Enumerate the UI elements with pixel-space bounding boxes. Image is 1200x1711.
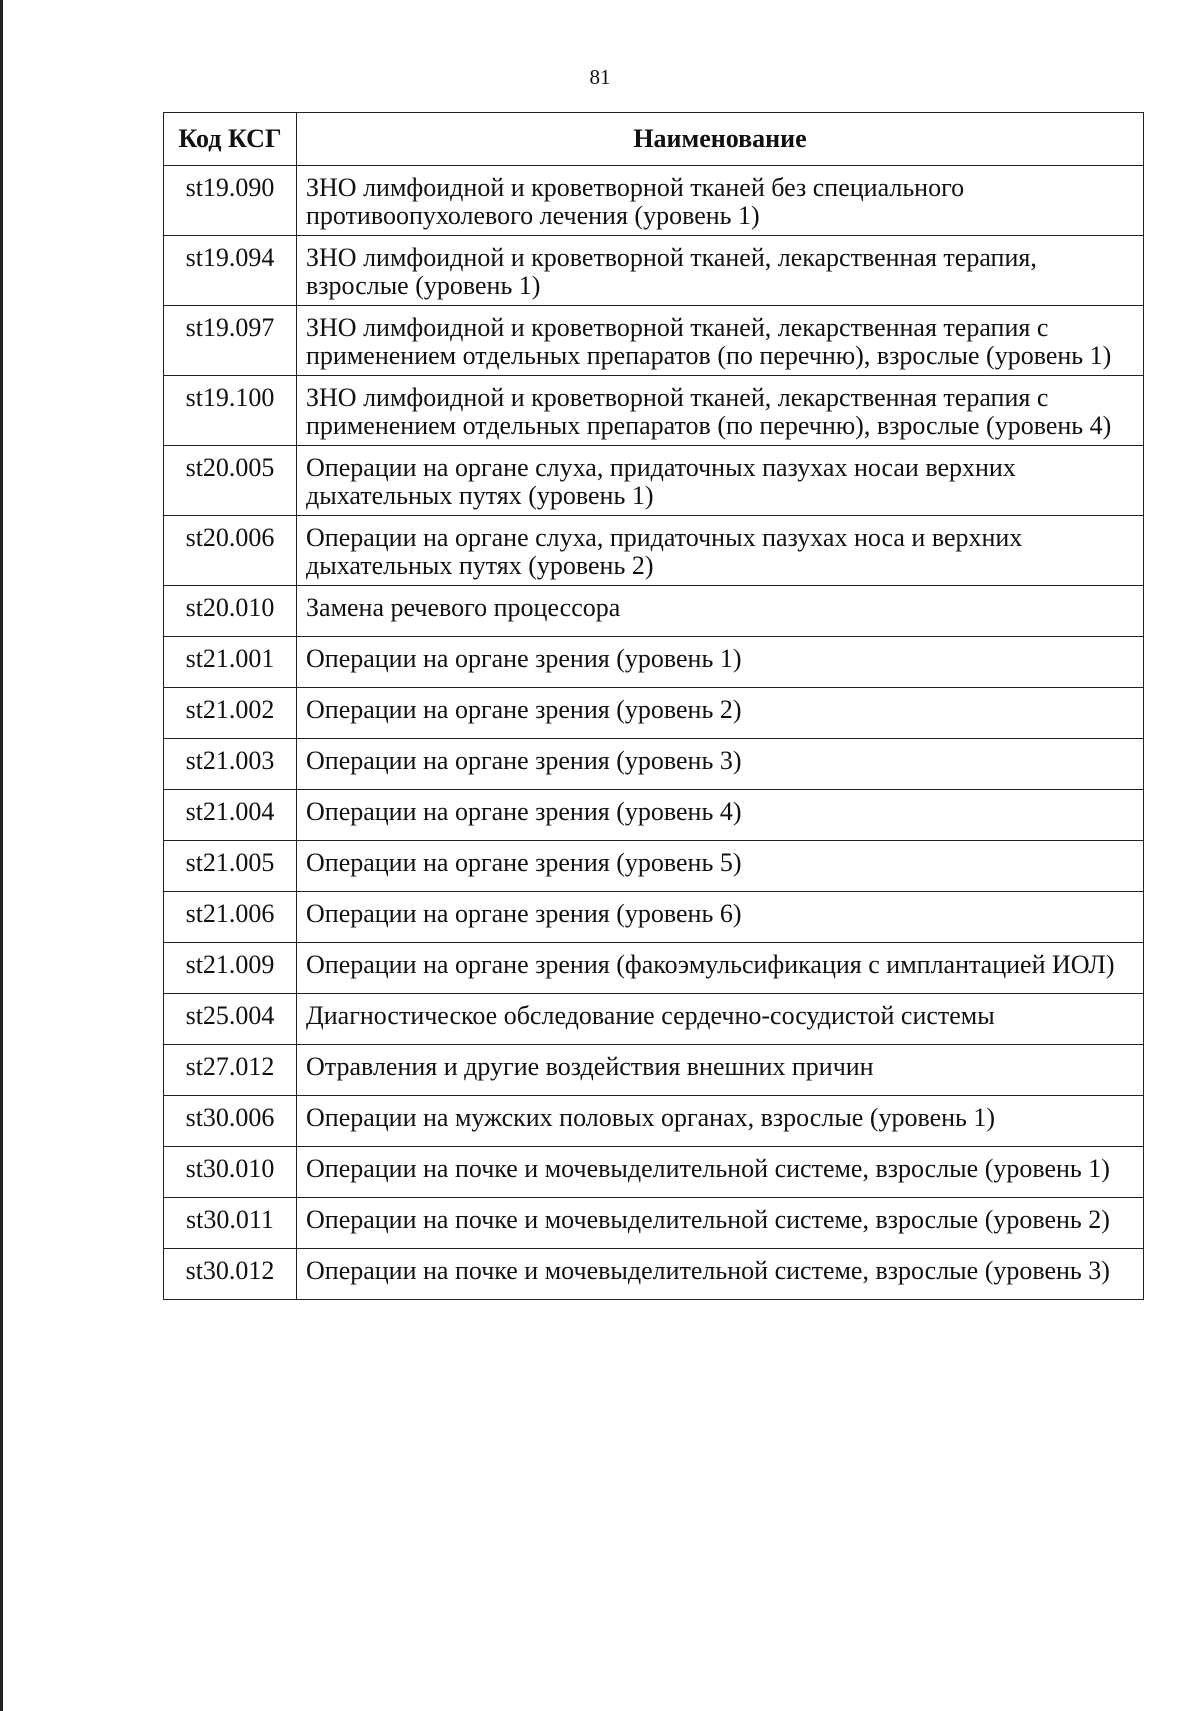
table-row	[164, 516, 1144, 586]
ksg-name-cell: Операции на органе зрения (уровень 3)	[297, 739, 1144, 790]
ksg-name-cell: Операции на органе зрения (уровень 4)	[297, 790, 1144, 841]
table-row	[164, 446, 1144, 516]
ksg-name-cell: Диагностическое обследование сердечно-сосудистой системы	[297, 994, 1144, 1045]
ksg-name-cell: Операции на почке и мочевыделительной системе, взрослые (уровень 1)	[297, 1147, 1144, 1198]
ksg-code-cell: st21.006	[164, 892, 297, 943]
ksg-code-cell: st21.009	[164, 943, 297, 994]
table-row	[164, 790, 1144, 841]
ksg-name-cell: Замена речевого процессора	[297, 586, 1144, 637]
ksg-name-cell: Операции на органе зрения (факоэмульсификация с имплантацией ИОЛ)	[297, 943, 1144, 994]
page-number: 81	[589, 65, 611, 89]
table-row	[164, 637, 1144, 688]
scan-edge-line	[0, 0, 3, 1711]
table-row	[164, 236, 1144, 306]
ksg-code-cell: st21.003	[164, 739, 297, 790]
ksg-name-cell: Операции на органе зрения (уровень 5)	[297, 841, 1144, 892]
ksg-table-container	[163, 112, 1143, 1300]
table-row	[164, 841, 1144, 892]
header-code: Код КСГ	[164, 113, 297, 166]
table-body	[164, 166, 1144, 1300]
table-row	[164, 1249, 1144, 1300]
ksg-code-cell: st25.004	[164, 994, 297, 1045]
ksg-name-cell: ЗНО лимфоидной и кроветворной тканей, лекарственная терапия, взрослые (уровень 1)	[297, 236, 1144, 306]
table-row	[164, 1147, 1144, 1198]
ksg-name-cell: Отравления и другие воздействия внешних причин	[297, 1045, 1144, 1096]
table-row	[164, 892, 1144, 943]
table-row	[164, 1096, 1144, 1147]
table-row	[164, 376, 1144, 446]
table-row	[164, 1045, 1144, 1096]
ksg-name-cell: Операции на органе зрения (уровень 6)	[297, 892, 1144, 943]
ksg-code-cell: st21.001	[164, 637, 297, 688]
ksg-code-cell: st21.004	[164, 790, 297, 841]
ksg-code-cell: st20.006	[164, 516, 297, 586]
ksg-name-cell: Операции на почке и мочевыделительной системе, взрослые (уровень 2)	[297, 1198, 1144, 1249]
ksg-name-cell: Операции на органе зрения (уровень 1)	[297, 637, 1144, 688]
header-row	[164, 113, 1144, 166]
ksg-code-cell: st19.090	[164, 166, 297, 236]
ksg-code-cell: st19.097	[164, 306, 297, 376]
table-row	[164, 688, 1144, 739]
ksg-table	[163, 112, 1144, 1300]
ksg-code-cell: st20.010	[164, 586, 297, 637]
table-header	[164, 113, 1144, 166]
ksg-code-cell: st30.012	[164, 1249, 297, 1300]
ksg-name-cell: Операции на мужских половых органах, взрослые (уровень 1)	[297, 1096, 1144, 1147]
ksg-code-cell: st30.006	[164, 1096, 297, 1147]
ksg-code-cell: st19.094	[164, 236, 297, 306]
table-row	[164, 994, 1144, 1045]
ksg-code-cell: st30.010	[164, 1147, 297, 1198]
ksg-code-cell: st27.012	[164, 1045, 297, 1096]
ksg-name-cell: Операции на органе зрения (уровень 2)	[297, 688, 1144, 739]
table-row	[164, 943, 1144, 994]
ksg-name-cell: ЗНО лимфоидной и кроветворной тканей, лекарственная терапия с применением отдельных препаратов (по перечню), взрослые (уровень 1)	[297, 306, 1144, 376]
ksg-name-cell: ЗНО лимфоидной и кроветворной тканей, лекарственная терапия с применением отдельных препаратов (по перечню), взрослые (уровень 4)	[297, 376, 1144, 446]
header-name: Наименование	[297, 113, 1144, 166]
ksg-code-cell: st20.005	[164, 446, 297, 516]
ksg-name-cell: Операции на органе слуха, придаточных пазухах носаи верхних дыхательных путях (уровень 1)	[297, 446, 1144, 516]
ksg-code-cell: st19.100	[164, 376, 297, 446]
ksg-code-cell: st30.011	[164, 1198, 297, 1249]
ksg-name-cell: ЗНО лимфоидной и кроветворной тканей без специального противоопухолевого лечения (уровень 1)	[297, 166, 1144, 236]
table-row	[164, 306, 1144, 376]
ksg-code-cell: st21.002	[164, 688, 297, 739]
table-row	[164, 166, 1144, 236]
table-row	[164, 739, 1144, 790]
ksg-name-cell: Операции на почке и мочевыделительной системе, взрослые (уровень 3)	[297, 1249, 1144, 1300]
table-row	[164, 586, 1144, 637]
table-row	[164, 1198, 1144, 1249]
ksg-code-cell: st21.005	[164, 841, 297, 892]
ksg-name-cell: Операции на органе слуха, придаточных пазухах носа и верхних дыхательных путях (уровень 2)	[297, 516, 1144, 586]
